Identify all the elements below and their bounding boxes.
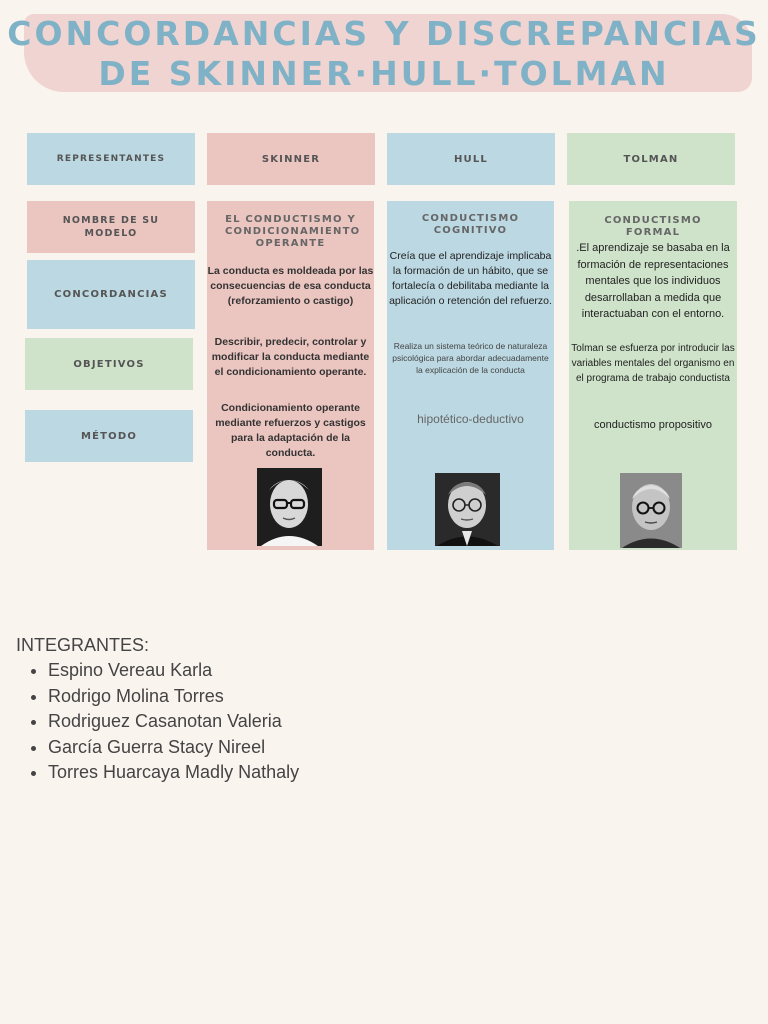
tolman-concordancias: .El aprendizaje se basaba en la formación de representaciones mentales que los individuos desarrollaban a medida que interactuaban con el entorno. [576,242,730,320]
label-objetivos: OBJETIVOS [25,338,193,390]
skinner-concordancias: La conducta es moldeada por las consecuencias de esa conducta (reforzamiento o castigo) [207,265,374,307]
list-item: • Rodrigo Molina Torres [48,684,299,710]
list-item: • Espino Vereau Karla [48,658,299,684]
title-line-2: DE SKINNER·HULL·TOLMAN [98,54,670,93]
label-representantes: REPRESENTANTES [27,133,195,185]
tolman-metodo: conductismo propositivo [593,419,712,431]
members-section [16,632,299,786]
skinner-model-name: EL CONDUCTISMO Y CONDICIONAMIENTO OPERANTE [225,214,361,249]
column-tolman [569,201,737,550]
list-item: • Rodriguez Casanotan Valeria [48,709,299,735]
tolman-portrait-photo [620,473,682,548]
column-hull [387,201,554,550]
label-metodo: MÉTODO [25,410,193,462]
label-nombre-modelo: NOMBRE DE SU MODELO [27,201,195,253]
skinner-objetivos: Describir, predecir, controlar y modificar la conducta mediante el condicionamiento operante. [211,336,370,378]
skinner-metodo: Condicionamiento operante mediante refuerzos y castigos para la adaptación de la conducta. [215,402,366,459]
members-heading: INTEGRANTES: [16,635,150,655]
label-concordancias: CONCORDANCIAS [27,260,195,329]
hull-concordancias: Creía que el aprendizaje implicaba la formación de un hábito, que se fortalecía o debilitaba mediante la aplicación o retención del refuerzo. [389,250,552,307]
hull-metodo: hipotético-deductivo [417,412,524,426]
members-list [16,658,299,786]
header-tolman: TOLMAN [567,133,735,185]
page-title [0,14,768,94]
column-skinner [207,201,374,550]
skinner-portrait-photo [257,468,322,546]
header-skinner: SKINNER [207,133,375,185]
tolman-model-name: CONDUCTISMO FORMAL [604,215,702,238]
header-hull: HULL [387,133,555,185]
hull-model-name: CONDUCTISMO COGNITIVO [421,213,520,236]
hull-objetivos: Realiza un sistema teórico de naturaleza psicológica para abordar adecuadamente la explicación de la conducta [392,341,549,375]
list-item: • García Guerra Stacy Nireel [48,735,299,761]
title-line-1: CONCORDANCIAS Y DISCREPANCIAS [7,14,761,53]
hull-portrait-photo [435,473,500,546]
list-item: • Torres Huarcaya Madly Nathaly [48,760,299,786]
tolman-objetivos: Tolman se esfuerza por introducir las variables mentales del organismo en el programa de trabajo conductista [571,343,735,384]
